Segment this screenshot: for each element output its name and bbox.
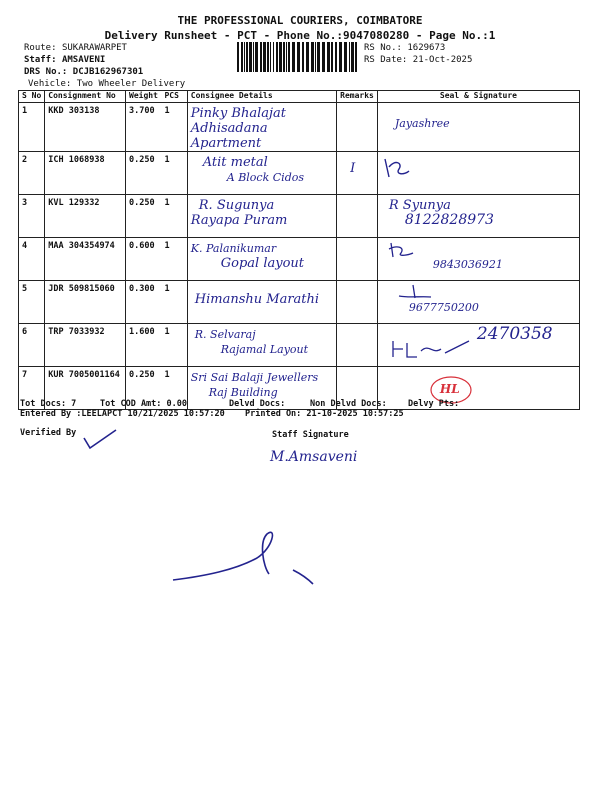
- consignee-address: Gopal layout: [220, 256, 305, 271]
- consignee-address: Raj Building: [208, 386, 278, 399]
- consignee-name: Pinky Bhalajat: [190, 106, 286, 121]
- signature-phone: 2470358: [476, 324, 553, 344]
- cell-remarks: [337, 238, 378, 281]
- cell-weight: 1.600: [126, 324, 162, 367]
- cell-sno: 7: [19, 367, 45, 410]
- signature-phone: 9677750200: [408, 301, 479, 314]
- col-consignee: Consignee Details: [187, 91, 336, 103]
- cell-pcs: 1: [161, 367, 187, 410]
- table-row: [19, 152, 580, 195]
- runsheet-table: [18, 90, 580, 410]
- cell-weight: 3.700: [126, 103, 162, 152]
- route-line: [24, 43, 127, 53]
- vehicle-label: Vehicle:: [28, 79, 72, 89]
- stamp-initials: HL: [439, 382, 460, 396]
- cell-sno: 1: [19, 103, 45, 152]
- consignee-name: Himanshu Marathi: [194, 292, 320, 307]
- cell-consignee: [187, 103, 336, 152]
- table-row: [19, 324, 580, 367]
- signature-text: R Syunya: [388, 198, 451, 213]
- cell-signature: [377, 195, 579, 238]
- entered-by: Entered By :LEELAPCT 10/21/2025 10:57:20: [20, 409, 225, 419]
- verified-by-label: Verified By: [20, 428, 77, 438]
- staff-line: [24, 55, 105, 65]
- verified-checkmark: [80, 426, 120, 452]
- col-sno: S No: [19, 91, 45, 103]
- drs-line: [24, 67, 143, 77]
- cell-consignee: [187, 238, 336, 281]
- cell-consignee: [187, 281, 336, 324]
- cell-weight: 0.300: [126, 281, 162, 324]
- col-weight: Weight: [126, 91, 162, 103]
- cell-sno: 3: [19, 195, 45, 238]
- consignee-name: K. Palanikumar: [190, 242, 277, 255]
- route-value: SUKARAWARPET: [61, 43, 127, 53]
- cell-consignment: MAA 304354974: [45, 238, 126, 281]
- non-delvd-docs: Non Delvd Docs:: [310, 399, 387, 409]
- cell-weight: 0.250: [126, 195, 162, 238]
- col-remarks: Remarks: [337, 91, 378, 103]
- table-header-row: [19, 91, 580, 103]
- cell-pcs: 1: [161, 324, 187, 367]
- cell-consignee: [187, 195, 336, 238]
- cell-remarks: [337, 152, 378, 195]
- rs-no-label: RS No.:: [364, 43, 402, 53]
- rs-date-line: [364, 55, 472, 65]
- cell-consignee: [187, 152, 336, 195]
- consignee-name: R. Selvaraj: [194, 328, 256, 341]
- consignee-address: Rayapa Puram: [190, 213, 288, 228]
- drs-label: DRS No.:: [24, 67, 68, 77]
- consignee-address: Rajamal Layout: [220, 343, 309, 356]
- cell-remarks: [337, 103, 378, 152]
- signature-text: Jayashree: [394, 117, 450, 130]
- cell-consignment: KKD 303138: [45, 103, 126, 152]
- cell-signature: [377, 324, 579, 367]
- rs-date-label: RS Date:: [364, 55, 408, 65]
- consignee-name: Sri Sai Balaji Jewellers: [190, 371, 319, 384]
- col-consignment: Consignment No: [45, 91, 126, 103]
- consignee-name: R. Sugunya: [198, 198, 275, 213]
- consignee-address: A Block Cidos: [226, 171, 304, 184]
- tot-docs: Tot Docs: 7: [20, 399, 77, 409]
- cell-signature: [377, 281, 579, 324]
- vehicle-line: [28, 79, 185, 89]
- cell-sno: 6: [19, 324, 45, 367]
- signature-scribble: [381, 155, 411, 181]
- signature-scribble: [395, 284, 435, 300]
- table-row: [19, 281, 580, 324]
- drs-value: DCJB162967301: [72, 67, 144, 77]
- cell-weight: 0.250: [126, 367, 162, 410]
- signature-phone: 8122828973: [404, 212, 494, 228]
- company-title: THE PROFESSIONAL COURIERS, COIMBATORE: [177, 14, 423, 27]
- cell-signature: [377, 103, 579, 152]
- cell-consignment: ICH 1068938: [45, 152, 126, 195]
- printed-on: Printed On: 21-10-2025 10:57:25: [245, 409, 404, 419]
- cell-consignment: JDR 509815060: [45, 281, 126, 324]
- cell-weight: 0.600: [126, 238, 162, 281]
- tot-cod-amt: Tot COD Amt: 0.00: [100, 399, 187, 409]
- cell-remarks: [337, 195, 378, 238]
- remarks-mark: I: [350, 161, 356, 176]
- rs-no-value: 1629673: [407, 43, 446, 53]
- staff-label: Staff:: [24, 55, 57, 65]
- col-pcs: PCS: [161, 91, 187, 103]
- cell-consignee: [187, 324, 336, 367]
- cell-remarks: [337, 281, 378, 324]
- table-row: [19, 238, 580, 281]
- cell-pcs: 1: [161, 238, 187, 281]
- cell-weight: 0.250: [126, 152, 162, 195]
- signature-scribble: [389, 335, 473, 361]
- rs-no-line: [364, 43, 445, 53]
- staff-signature: M.Amsaveni: [270, 449, 358, 465]
- cell-sno: 2: [19, 152, 45, 195]
- consignee-address: Adhisadana Apartment: [190, 121, 268, 151]
- cell-sno: 5: [19, 281, 45, 324]
- table-row: [19, 195, 580, 238]
- table-row: [19, 103, 580, 152]
- vehicle-value: Two Wheeler Delivery: [76, 79, 186, 89]
- signature-phone: 9843036921: [432, 258, 503, 271]
- cell-signature: [377, 152, 579, 195]
- consignee-name: Atit metal: [202, 155, 268, 170]
- cell-consignment: KUR 7005001164: [45, 367, 126, 410]
- barcode: [236, 42, 358, 72]
- staff-signature-label: Staff Signature: [272, 430, 349, 440]
- rs-date-value: 21-Oct-2025: [412, 55, 473, 65]
- delvy-pts: Delvy Pts:: [408, 399, 460, 409]
- pen-scribble: [165, 520, 325, 590]
- delvd-docs: Delvd Docs:: [229, 399, 286, 409]
- route-label: Route:: [24, 43, 57, 53]
- cell-sno: 4: [19, 238, 45, 281]
- cell-pcs: 1: [161, 195, 187, 238]
- cell-consignment: TRP 7033932: [45, 324, 126, 367]
- cell-pcs: 1: [161, 281, 187, 324]
- staff-value: AMSAVENI: [61, 55, 106, 65]
- col-seal-signature: Seal & Signature: [377, 91, 579, 103]
- runsheet-title: Delivery Runsheet - PCT - Phone No.:9047080280 - Page No.:1: [104, 29, 496, 42]
- cell-remarks: [337, 324, 378, 367]
- cell-pcs: 1: [161, 103, 187, 152]
- cell-pcs: 1: [161, 152, 187, 195]
- cell-consignment: KVL 129332: [45, 195, 126, 238]
- cell-signature: [377, 238, 579, 281]
